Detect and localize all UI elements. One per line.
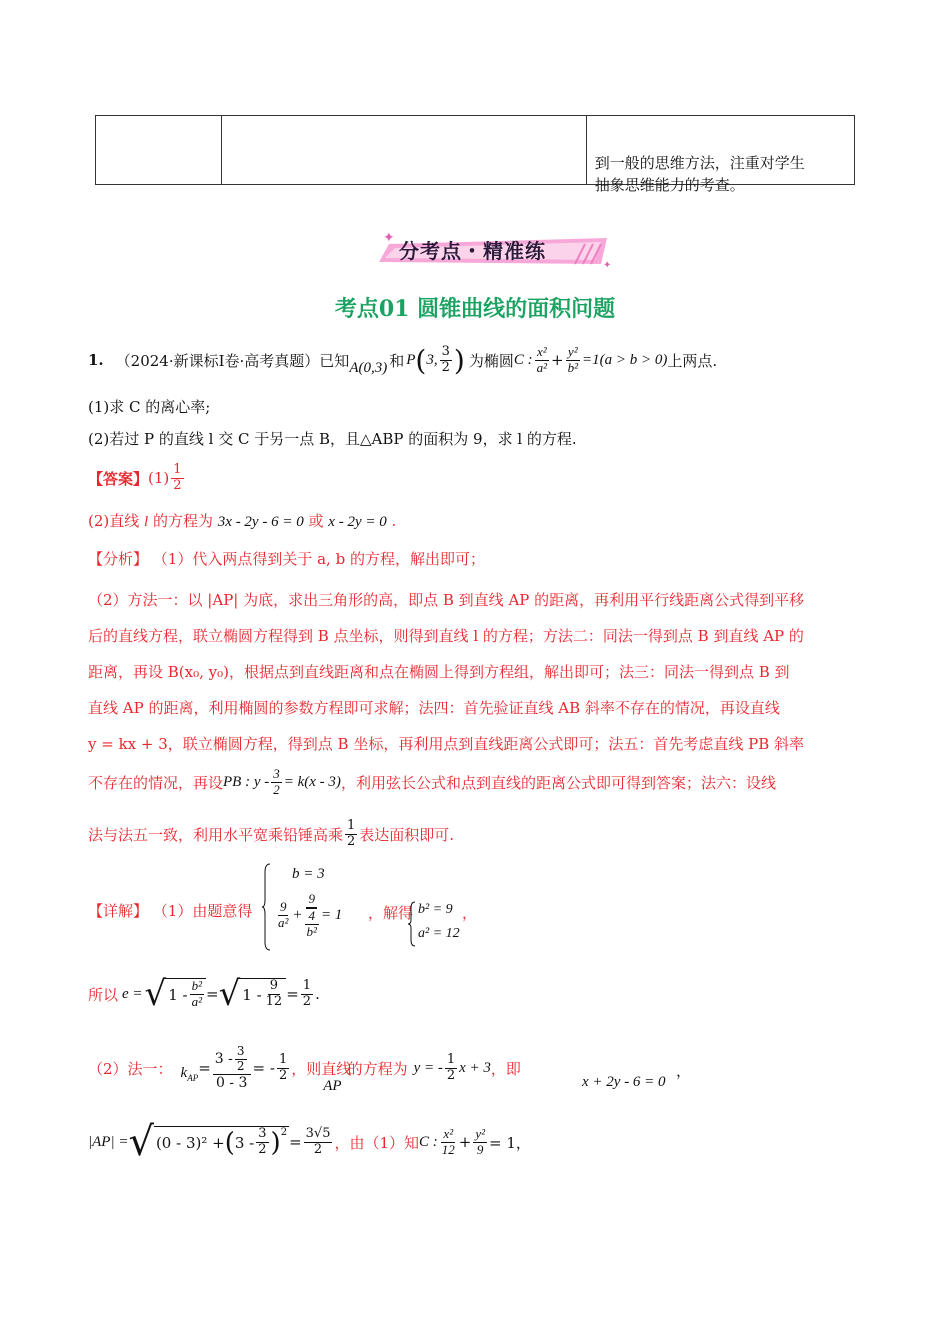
table-cell (96, 116, 222, 185)
eq-sign: = (289, 1133, 302, 1151)
solve-text: ，解得 (368, 904, 414, 922)
analysis-line: 直线 AP 的距离，利用椭圆的参数方程即可求解；法四：首先验证直线 AB 斜率不存在的情况，再设直线 (88, 699, 780, 717)
question-1: (1)求 C 的离心率; (88, 398, 211, 416)
ellipse-c: C : (513, 351, 533, 368)
analysis-line: （2）方法一：以 |AP| 为底，求出三角形的高，即点 B 到直线 AP 的距离，再利用平行线距离公式得到平移 (88, 591, 805, 609)
sqrt-icon: √ (218, 974, 241, 1014)
eq-sign: = (198, 1059, 211, 1077)
point-p-x: 3, (426, 351, 438, 368)
answer-or: 或 (308, 512, 324, 530)
analysis-text: （1）代入两点得到关于 a, b 的方程，解出即可； (152, 550, 485, 568)
paren-close: ) (453, 343, 465, 377)
ellipse-condition: =1(a > b > 0) (581, 351, 668, 368)
detail-intro-text: （1）由题意得 (152, 902, 253, 920)
answer-eq2: x - 2y = 0 (328, 514, 387, 530)
two-points-text: 上两点. (667, 351, 718, 370)
so-text: 所以 (88, 985, 119, 1004)
analysis-text: 法与法五一致，利用水平宽乘铅锤高乘 (88, 825, 344, 844)
final-equation: x + 2y - 6 = 0 (582, 1074, 666, 1090)
line-eq: x + 3 (459, 1059, 491, 1076)
x-over-a-fraction: $\frac{\text{x²}}{\text{a²}}$ (536, 343, 547, 375)
problem-statement: 1. （2024·新课标Ⅰ卷·高考真题）已知 A(0,3) 和 P ( 3, $\frac{3}{2}$ ) 为椭圆 C : $\frac{\text{x²}}{\text{a²}}$ + $\frac{\text{y²}}{\text{b²}}$ =1(a > b > 0) 上两点. (88, 343, 718, 377)
answer-part-2 (88, 510, 396, 531)
ap-length-line: |AP| = √ (0 - 3)² + ( 3 - $\frac{3}{2}$ ) 2 = $\frac{3√5}{2}$ ，由（1）知 C : $\frac{\text{x²}}{12}$ + $\frac{\text{y²}}{9}$ = 1， (88, 1119, 531, 1165)
answer-mid: 的方程为 (152, 512, 213, 530)
eccentricity-line: 所以 e = √ 1 - $\frac{\text{b²}}{\text{a²}}$ = √ 1 - $\frac{9}{12}$ = $\frac{1}{2}$ . (88, 974, 320, 1014)
eq-sign: = (286, 985, 299, 1003)
point-a: A(0,3) (349, 359, 388, 376)
eq-sign: = (206, 985, 219, 1003)
comma: ， (462, 904, 478, 922)
analysis-text: ，利用弦长公式和点到直线的距离公式即可得到答案；法六：设线 (340, 773, 776, 792)
analysis-line: y = kx + 3，联立椭圆方程，得到点 B 坐标，再利用点到直线距离公式即可；法五：首先考虑直线 PB 斜率 (88, 735, 804, 753)
sqrt-body: 1 - $\frac{\text{b²}}{\text{a²}}$ (166, 978, 206, 1010)
analysis-line: 距离，再设 B(x₀, y₀)，根据点到直线距离和点在椭圆上得到方程组，解出即可；法三：同法一得到点 B 到 (88, 663, 790, 681)
result-b2: b² = 9 (418, 902, 453, 917)
table-cell (221, 116, 586, 185)
answer-label: 【答案】 (88, 469, 149, 488)
analysis-line: 后的直线方程，联立椭圆方程得到 B 点坐标，则得到直线 l 的方程；方法二：同法一得到点 B 到直线 AP 的 (88, 627, 804, 645)
is-ellipse-text: 为椭圆 (468, 351, 514, 370)
answer-part-1 (88, 458, 186, 498)
table-cell (586, 116, 854, 194)
answer-fraction: $\frac{1}{2}$ (173, 461, 182, 493)
point-p-fraction: $\frac{3}{2}$ (441, 343, 450, 375)
line-eq: y = - (413, 1059, 443, 1076)
svg-text:✦: ✦ (383, 230, 395, 246)
ap-length-label: |AP| = (88, 1133, 129, 1150)
question-2: (2)若过 P 的直线 l 交 C 于另一点 B，且△ABP 的面积为 9，求 l 的方程. (88, 430, 577, 448)
analysis-label: 【分析】 (88, 550, 149, 568)
analysis-text: 不存在的情况，再设 (88, 773, 224, 792)
answer-eq1: 3x - 2y - 6 = 0 (217, 514, 304, 530)
section-title: 考点01 圆锥曲线的面积问题 (334, 296, 616, 322)
method1-text: ，则直线 (291, 1059, 352, 1078)
k-subscript: AP (187, 1073, 199, 1083)
svg-text:✦: ✦ (603, 260, 612, 270)
system-eq1: b = 3 (292, 866, 325, 882)
method1-text: ，由（1）知 (334, 1133, 420, 1152)
point-p: P (406, 351, 416, 368)
banner-text: 分考点・精准练 (399, 239, 546, 263)
method1-label: （2）法一： (88, 1059, 173, 1078)
analysis-line-7 (88, 760, 776, 804)
analysis-text: 表达面积即可. (359, 825, 455, 844)
detail-intro (88, 900, 252, 921)
analysis-line-8 (88, 814, 454, 854)
sqrt-icon: √ (128, 1119, 154, 1165)
sqrt-icon: √ (144, 974, 167, 1014)
detail-label: 【详解】 (88, 902, 149, 920)
eq-sign: = - (252, 1059, 275, 1077)
problem-number: 1. (88, 351, 104, 369)
y-over-b-fraction: $\frac{\text{y²}}{\text{b²}}$ (567, 343, 578, 375)
period: . (315, 985, 320, 1003)
k-label: k (180, 1064, 188, 1081)
table-text: 到一般的思维方法，注重对学生 (594, 154, 805, 172)
section-banner (375, 230, 615, 270)
problem-source: （2024·新课标Ⅰ卷·高考真题）已知 (115, 351, 350, 370)
ellipse-c: C : (419, 1133, 438, 1150)
sqrt-body: (0 - 3)² + ( 3 - $\frac{3}{2}$ ) 2 (155, 1126, 288, 1158)
sqrt-body: 1 - $\frac{9}{12}$ (240, 978, 286, 1010)
top-table (95, 115, 855, 194)
slope-fraction: 3 - $\frac{3}{2}$ 0 - 3 (213, 1045, 251, 1091)
and-text: 和 (389, 351, 405, 370)
method1-line: （2）法一： k AP = 3 - $\frac{3}{2}$ 0 - 3 = - $\frac{1}{2}$ ，则直线 AP 的方程为 y = - $\frac{1}{2}$ x + 3 ，即 (88, 1044, 521, 1094)
method1-text: 的方程为 (347, 1059, 408, 1078)
analysis-p1 (88, 548, 485, 569)
answer-l: l (144, 514, 149, 530)
system-eq2: $\frac{9}{\text{a²}}$ + 9 4 b² = 1 (278, 891, 343, 939)
answer-period: . (391, 512, 397, 530)
answer-part1-prefix: (1) (148, 469, 170, 487)
brace-icon (262, 862, 272, 952)
paren-open: ( (415, 343, 427, 377)
comma: ， (676, 1062, 692, 1080)
e-label: e = (122, 985, 143, 1002)
ap-label: AP (323, 1077, 342, 1094)
result-a2: a² = 12 (418, 926, 460, 941)
table-text: 抽象思维能力的考查。 (594, 176, 745, 194)
brace-icon (408, 900, 416, 948)
pb-fraction: $\frac{3}{2}$ (273, 765, 280, 797)
equation-system (262, 862, 372, 952)
pb-eq-b: = k(x - 3) (283, 773, 341, 790)
pb-eq-a: PB : y - (223, 773, 270, 790)
analysis-block (88, 582, 868, 762)
half-fraction: $\frac{1}{2}$ (347, 817, 356, 849)
ellipse-eq-end: = 1， (489, 1133, 531, 1152)
method1-text: ，即 (490, 1059, 521, 1078)
answer-part2-prefix: (2)直线 (88, 512, 140, 530)
